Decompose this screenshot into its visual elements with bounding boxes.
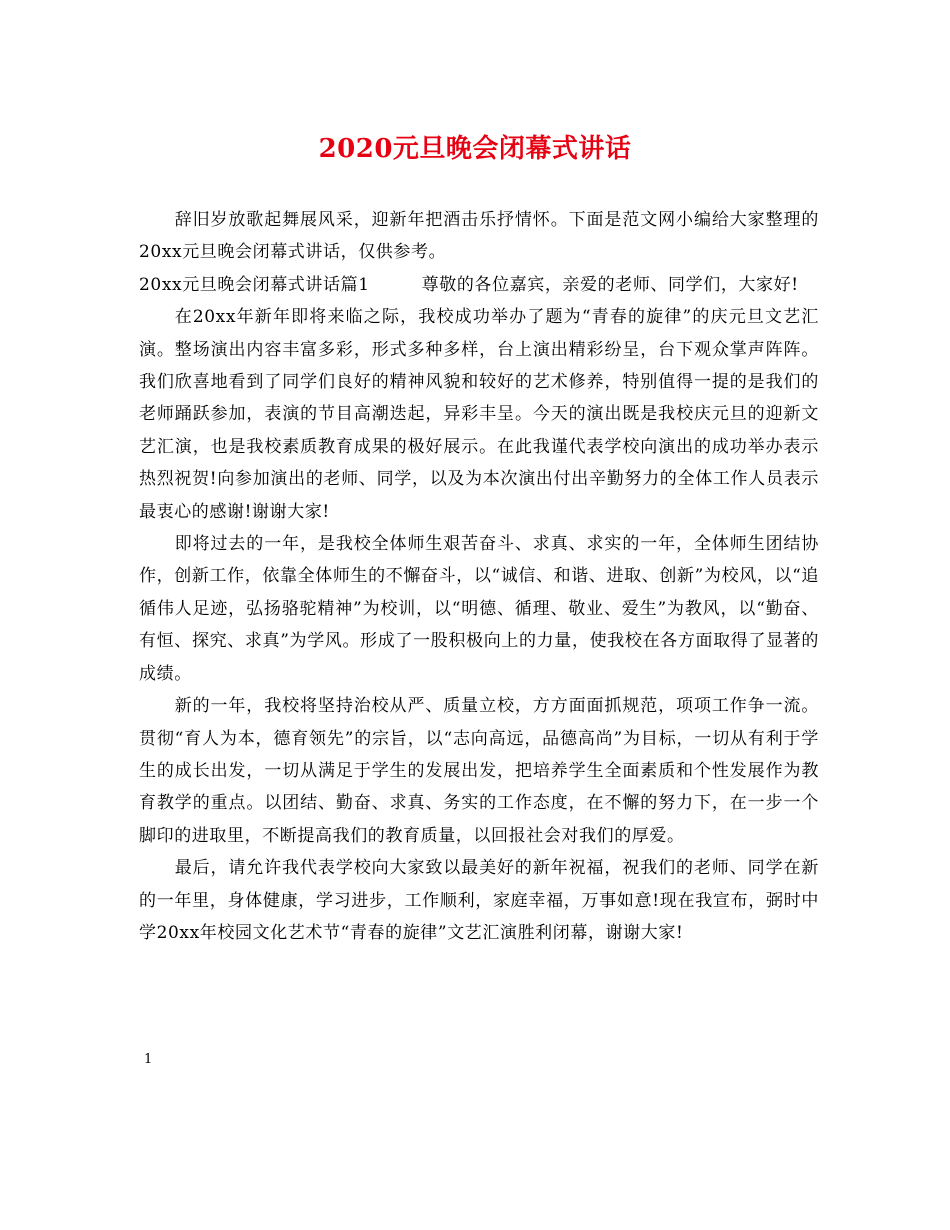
body-paragraph-3: 新的一年，我校将坚持治校从严、质量立校，方方面面抓规范，项项工作争一流。贯彻“育人为本，德育领先”的宗旨，以“志向高远，品德高尚”为目标，一切从有利于学生的成长出发，一切从满足于学生的发展出发，把培养学生全面素质和个性发展作为教育教学的重点。以团结、勤奋、求真、务实的工作态度，在不懈的努力下，在一步一个脚印的进取里，不断提高我们的教育质量，以回报社会对我们的厚爱。 <box>139 696 819 846</box>
section-heading-line <box>139 269 819 301</box>
document-body <box>139 204 819 949</box>
body-paragraph-2: 即将过去的一年，是我校全体师生艰苦奋斗、求真、求实的一年，全体师生团结协作，创新工作，依靠全体师生的不懈奋斗，以“诚信、和谐、进取、创新”为校风，以“追循伟人足迹，弘扬骆驼精神”为校训，以“明德、循理、敬业、爱生”为教风，以“勤奋、有恒、探究、求真”为学风。形成了一股积极向上的力量，使我校在各方面取得了显著的成绩。 <box>139 534 819 684</box>
body-paragraph-1: 在20xx年新年即将来临之际，我校成功举办了题为“青春的旋律”的庆元旦文艺汇演。整场演出内容丰富多彩，形式多种多样，台上演出精彩纷呈，台下观众掌声阵阵。我们欣喜地看到了同学们良好的精神风貌和较好的艺术修养，特别值得一提的是我们的老师踊跃参加，表演的节目高潮迭起，异彩丰呈。今天的演出既是我校庆元旦的迎新文艺汇演，也是我校素质教育成果的极好展示。在此我谨代表学校向演出的成功举办表示热烈祝贺!向参加演出的老师、同学，以及为本次演出付出辛勤努力的全体工作人员表示最衷心的感谢!谢谢大家! <box>139 307 819 522</box>
page-number: 1 <box>144 1052 153 1067</box>
section-heading: 20xx元旦晚会闭幕式讲话篇1 <box>139 274 370 295</box>
page-title: 2020元旦晚会闭幕式讲话 <box>318 134 632 164</box>
body-paragraph-4: 最后，请允许我代表学校向大家致以最美好的新年祝福，祝我们的老师、同学在新的一年里，身体健康，学习进步，工作顺利，家庭幸福，万事如意!现在我宣布，弼时中学20xx年校园文化艺术节“青春的旋律”文艺汇演胜利闭幕，谢谢大家! <box>139 858 819 943</box>
greeting: 尊敬的各位嘉宾，亲爱的老师、同学们，大家好! <box>421 274 799 295</box>
intro-paragraph: 辞旧岁放歌起舞展风采，迎新年把酒击乐抒情怀。下面是范文网小编给大家整理的20xx元旦晚会闭幕式讲话，仅供参考。 <box>139 210 819 263</box>
